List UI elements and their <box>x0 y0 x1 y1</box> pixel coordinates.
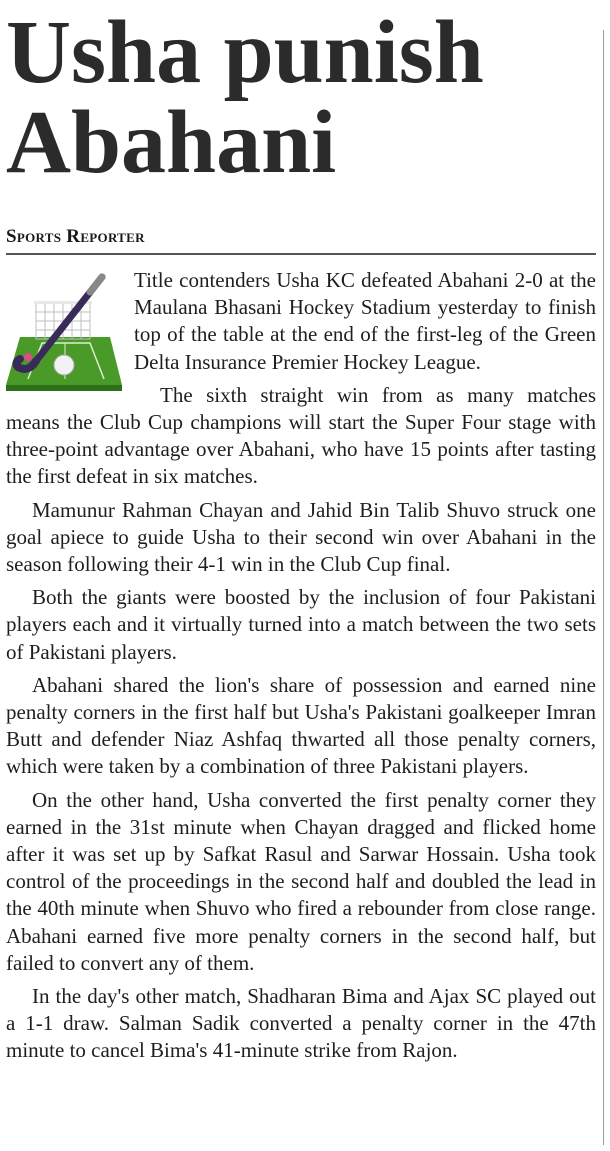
paragraph: The sixth straight win from as many matches means the Club Cup champions will start the Super Four stage with three-point advantage over Abahani, who have 15 points after tasting the first defeat in six matches. <box>6 382 596 489</box>
paragraph: On the other hand, Usha converted the first penalty corner they earned in the 31st minute when Chayan dragged and flicked home after it was set up by Safkat Rasul and Sarwar Hossain. Usha took control of the proceedings in the second half and doubled the lead in the 40th minute when Shuvo who fired a rebounder from close range. Abahani earned five more penalty corners in the second half, but failed to convert any of them. <box>6 787 596 975</box>
hockey-stick-and-ball-icon <box>6 267 124 397</box>
byline: Sports Reporter <box>6 226 145 247</box>
byline-divider <box>6 253 596 255</box>
paragraph: Title contenders Usha KC defeated Abahani 2-0 at the Maulana Bhasani Hockey Stadium yesterday to finish top of the table at the end of the first-leg of the Green Delta Insurance Premier Hockey League. <box>134 268 596 374</box>
headline: Usha punish Abahani <box>6 3 484 192</box>
paragraph: Mamunur Rahman Chayan and Jahid Bin Talib Shuvo struck one goal apiece to guide Usha to their second win over Abahani in the season following their 4-1 win in the Club Cup final. <box>6 497 596 577</box>
paragraph: Abahani shared the lion's share of possession and earned nine penalty corners in the first half but Usha's Pakistani goalkeeper Imran Butt and defender Niaz Ashfaq thwarted all those penalty corners, which were taken by a combination of three Pakistani players. <box>6 672 596 779</box>
column-rule <box>603 30 604 1145</box>
article-body <box>6 267 596 1071</box>
paragraph: In the day's other match, Shadharan Bima and Ajax SC played out a 1-1 draw. Salman Sadik converted a penalty corner in the 47th minute to cancel Bima's 41-minute strike from Rajon. <box>6 984 596 1063</box>
paragraph: Both the giants were boosted by the inclusion of four Pakistani players each and it virtually turned into a match between the two sets of Pakistani players. <box>6 585 596 664</box>
